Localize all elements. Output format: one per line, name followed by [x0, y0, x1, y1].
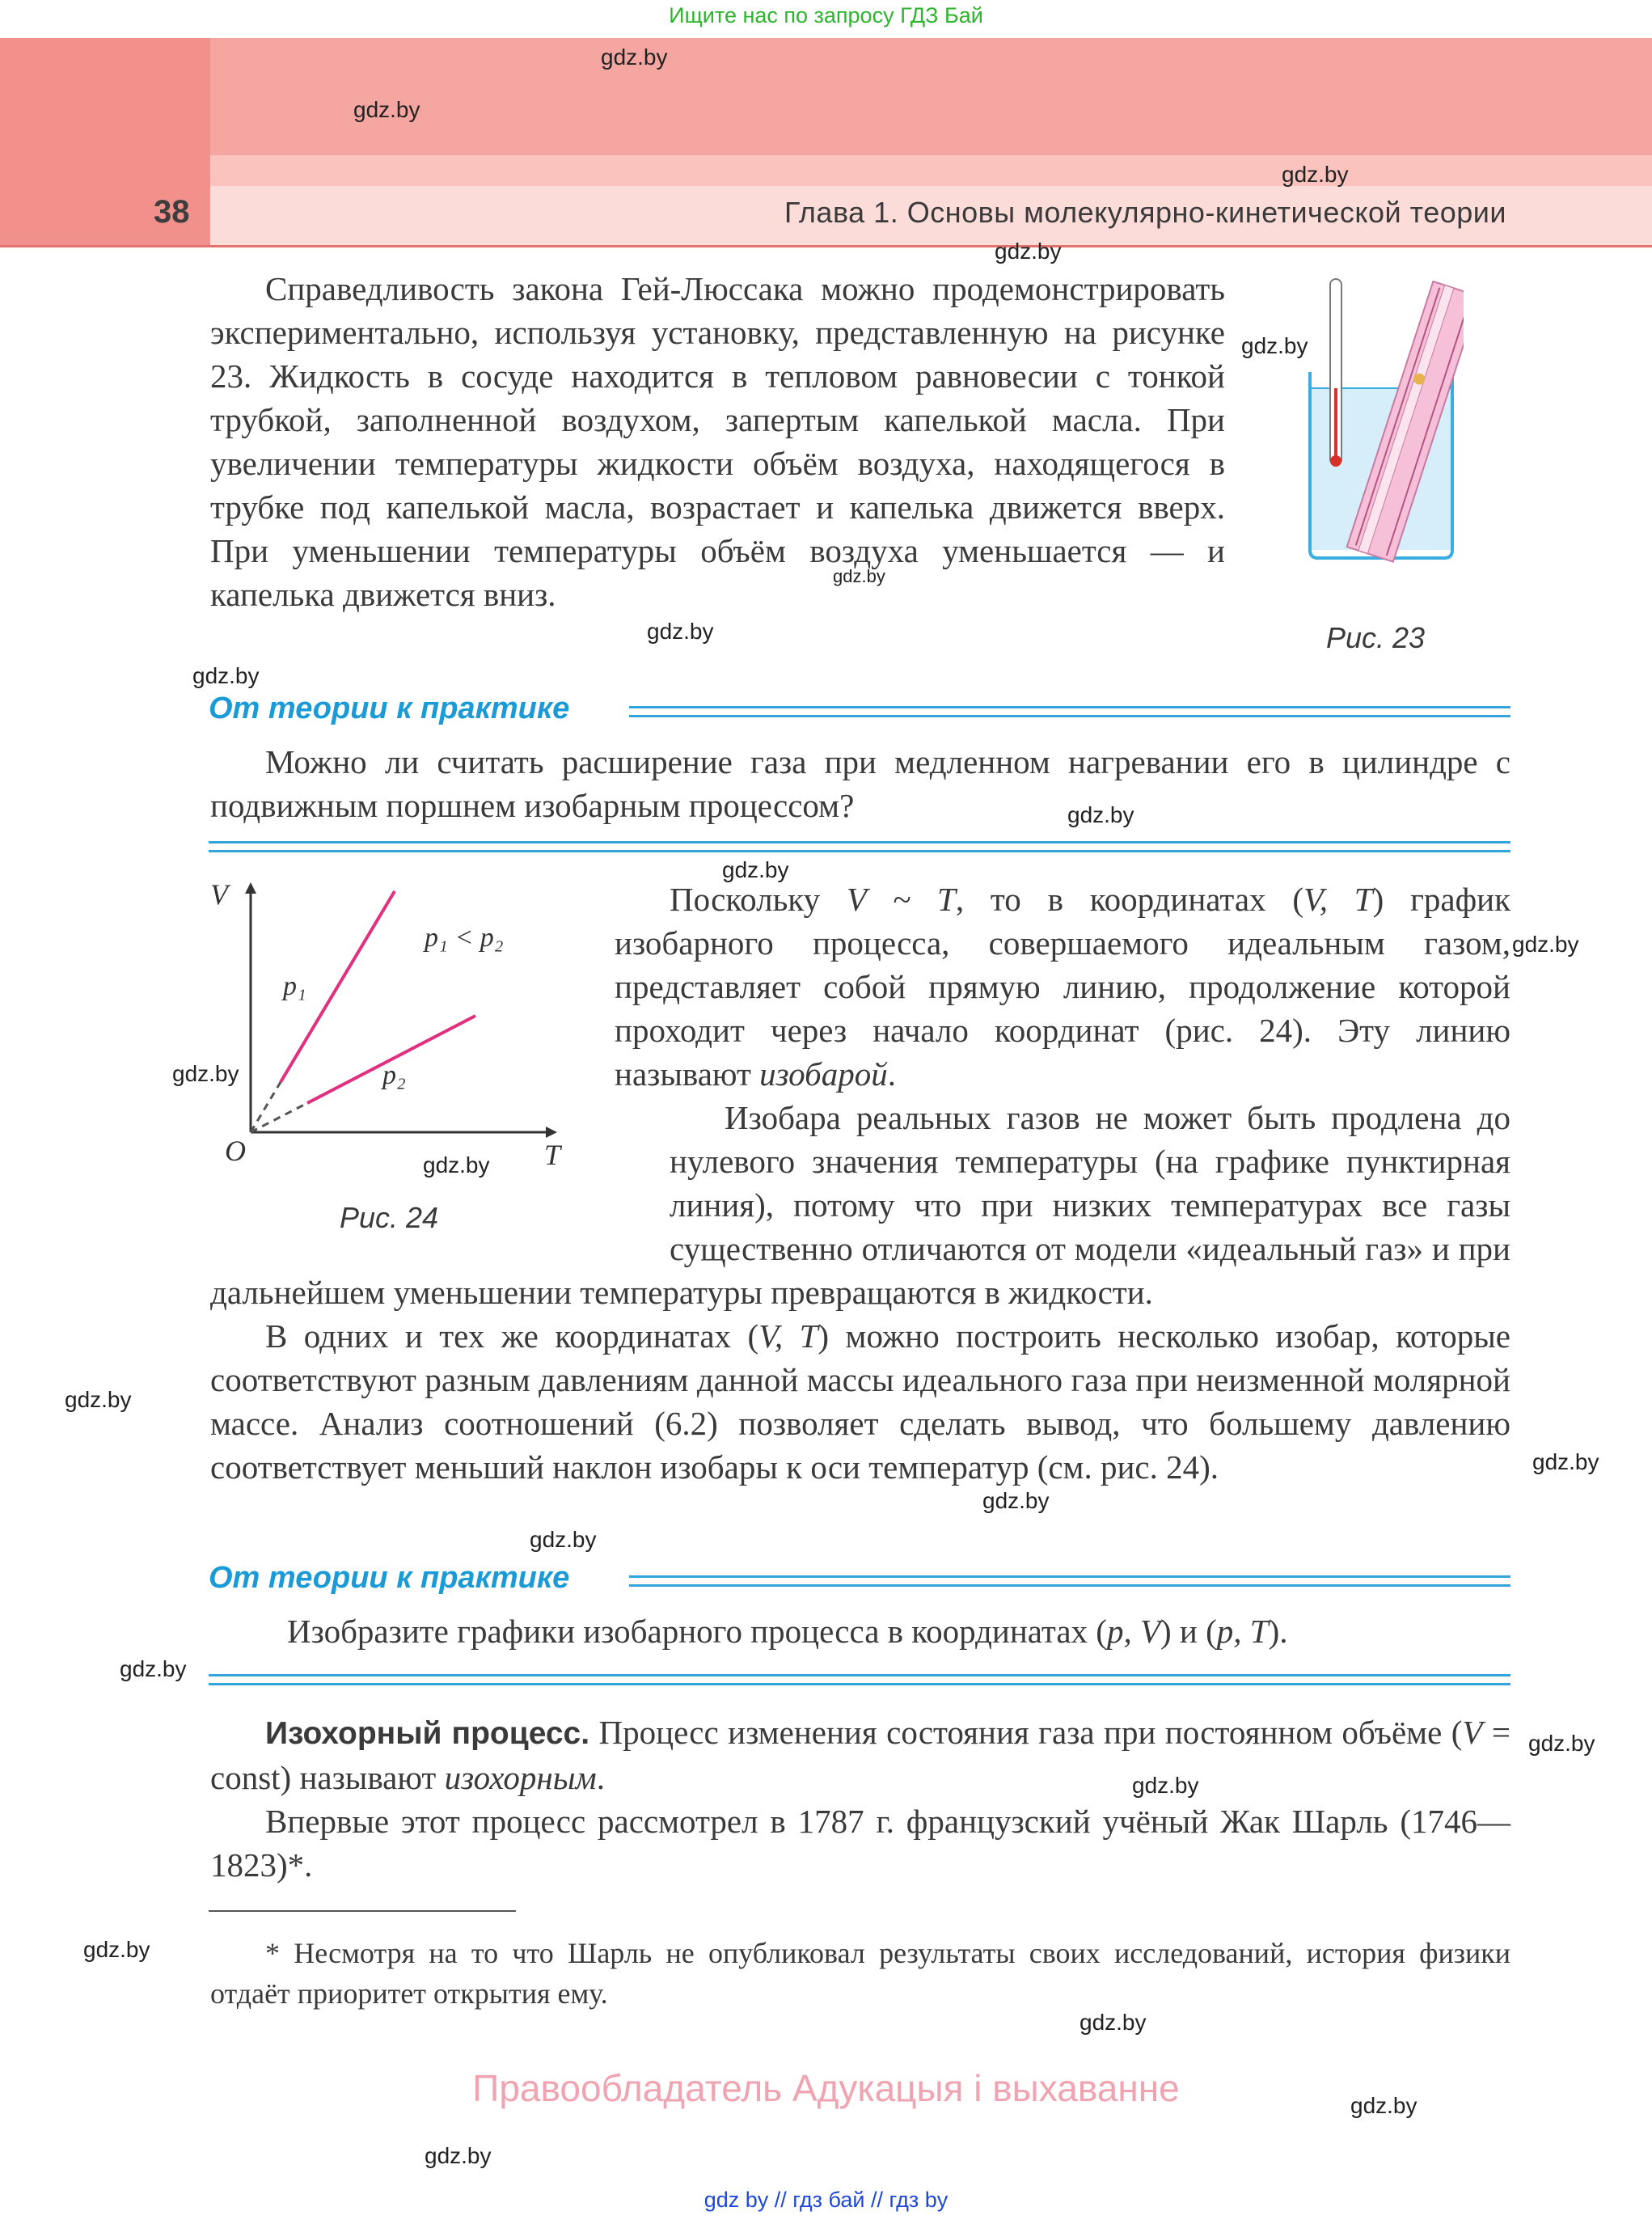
para-gay-lussac	[210, 267, 1225, 616]
origin-label: O	[225, 1135, 246, 1167]
watermark: gdz.by	[83, 1937, 150, 1962]
para-real-gases-wrap	[210, 1096, 1510, 1314]
isochoric-heading: Изохорный процесс.	[265, 1716, 590, 1751]
isochoric-term: изохорным	[444, 1759, 597, 1796]
section2-task-a: Изобразите графики изобарного процесса в координатах (	[287, 1613, 1107, 1650]
watermark: gdz.by	[65, 1387, 132, 1412]
section2-task-e: ).	[1268, 1613, 1288, 1650]
footnote-text: * Несмотря на то что Шарль не опубликовал результаты своих исследований, история физики отдаёт приоритет открытия ему.	[210, 1937, 1510, 2010]
page-number: 38	[154, 194, 190, 230]
para-several-isobars-a: В одних и тех же координатах (	[265, 1317, 759, 1355]
para-isobar-text-g: .	[887, 1055, 896, 1093]
watermark: gdz.by	[1512, 932, 1579, 957]
section2-task	[287, 1609, 1500, 1653]
para-isobar-text-c: , то в координатах (	[955, 881, 1303, 918]
section1-title: От теории к практике	[209, 691, 570, 725]
label-p1: p₁	[283, 971, 306, 1001]
watermark: gdz.by	[353, 97, 420, 122]
para-several-isobars	[210, 1314, 1510, 1489]
watermark: gdz.by	[1282, 162, 1349, 187]
para-isochoric	[210, 1710, 1510, 1799]
watermark: gdz.by	[1067, 802, 1134, 827]
header-mid-band	[210, 155, 1652, 186]
section2-title-rule	[629, 1575, 1510, 1587]
section2-bottom-rule	[209, 1674, 1510, 1685]
section1-title-rule	[629, 706, 1510, 717]
para-several-isobars-coords: V, T	[758, 1317, 818, 1355]
para-isobar-text-a: Поскольку	[670, 881, 847, 918]
watermark: gdz.by	[172, 1061, 239, 1086]
watermark: gdz.by	[1241, 333, 1308, 358]
para-charles-text: Впервые этот процесс рассмотрел в 1787 г. французский учёный Жак Шарль (1746—1823)*.	[210, 1803, 1510, 1884]
isochoric-text-c: = const) называют	[210, 1714, 1511, 1796]
watermark: gdz.by	[722, 857, 789, 882]
section1-bottom-rule	[209, 841, 1510, 852]
figure-24-caption: Рис. 24	[340, 1201, 439, 1234]
watermark: gdz.by	[647, 619, 714, 644]
watermark: gdz.by	[601, 44, 668, 70]
watermark: gdz.by	[1350, 2093, 1418, 2118]
watermark: gdz.by	[995, 239, 1062, 264]
para-isobar-line	[615, 877, 1510, 1096]
section2-task-pt: p, T	[1216, 1613, 1269, 1650]
section1-question	[210, 740, 1510, 827]
section2-task-c: ) и (	[1160, 1613, 1217, 1650]
thermometer	[1330, 279, 1341, 467]
isochoric-text-a: Процесс изменения состояния газа при постоянном объёме (	[589, 1714, 1463, 1751]
watermark: gdz.by	[833, 566, 885, 586]
pressure-relation: p₁ < p₂	[425, 923, 504, 953]
para-several-isobars-c: ) можно построить несколько изобар, которые соответствуют разным давлениям данной массы идеального газа при неизменной молярной массе. Анализ соотношений (6.2) позволяет сделать вывод, что большему давлению соответствует меньший наклон изобары к оси температур (см. рис. 24).	[210, 1317, 1510, 1486]
axis-label-v: V	[210, 878, 228, 911]
footnote	[210, 1933, 1510, 2014]
watermark: gdz.by	[982, 1488, 1050, 1513]
para-isobar-coords: V, T	[1303, 881, 1373, 918]
watermark: gdz.by	[1532, 1449, 1599, 1474]
figure-23-caption: Рис. 23	[1326, 621, 1426, 654]
header-rule	[0, 245, 1652, 247]
para-isobar-relation: V ~ T	[846, 881, 956, 918]
figure-24-float-spacer	[210, 1096, 670, 1271]
para-isobar-term: изобарой	[759, 1055, 888, 1093]
section2-task-pv: p, V	[1106, 1613, 1160, 1650]
axis-label-t: T	[544, 1139, 561, 1171]
watermark: gdz.by	[1080, 2010, 1147, 2035]
chapter-title: Глава 1. Основы молекулярно-кинетической теории	[784, 196, 1506, 229]
isochoric-v: V	[1462, 1714, 1483, 1751]
watermark: gdz.by	[192, 663, 260, 688]
isochoric-text-e: .	[596, 1759, 605, 1796]
para-isobar-text-e: ) график изобарного процесса, совершаемого идеальным газом, представляет собой прямую линию, продолжение которой проходит через начало координат (рис. 24). Эту линию называют	[615, 881, 1511, 1093]
watermark: gdz.by	[120, 1656, 187, 1681]
section1-question-text: Можно ли считать расширение газа при медленном нагревании его в цилиндре с подвижным поршнем изобарным процессом?	[210, 743, 1510, 824]
watermark: gdz.by	[425, 2143, 492, 2168]
top-banner[interactable]: Ищите нас по запросу ГДЗ Бай	[669, 3, 983, 27]
para-charles	[210, 1799, 1510, 1887]
label-p2: p₂	[382, 1060, 406, 1090]
watermark: gdz.by	[530, 1527, 597, 1552]
watermark: gdz.by	[423, 1152, 490, 1178]
watermark: gdz.by	[1132, 1773, 1199, 1798]
para-real-gases-text: Изобара реальных газов не может быть продлена до нулевого значения температуры (на графике пунктирная линия), потому что при низких температурах все газы существенно отличаются от модели «идеальный газ» и при дальнейшем уменьшении температуры превращаются в жидкости.	[210, 1099, 1510, 1311]
footnote-rule	[209, 1910, 516, 1912]
header-top-band	[210, 38, 1652, 155]
copyright-notice: Правообладатель Адукацыя і выхаванне	[472, 2067, 1180, 2109]
para-gay-lussac-text: Справедливость закона Гей-Люссака можно продемонстрировать экспериментально, используя установку, представленную на рисунке 23. Жидкость в сосуде находится в тепловом равновесии с тонкой трубкой, заполненной воздухом, запертым капелькой масла. При увеличении температуры жидкости объём воздуха, находящегося в трубке под капелькой масла, возрастает и капелька движется вверх. При уменьшении температуры объём воздуха уменьшается — и капелька движется вниз.	[210, 270, 1225, 613]
watermark: gdz.by	[1528, 1731, 1595, 1756]
figure-23	[1294, 267, 1464, 590]
section2-title: От теории к практике	[209, 1561, 570, 1595]
footer-links[interactable]: gdz by // гдз бай // гдз by	[703, 2188, 949, 2212]
